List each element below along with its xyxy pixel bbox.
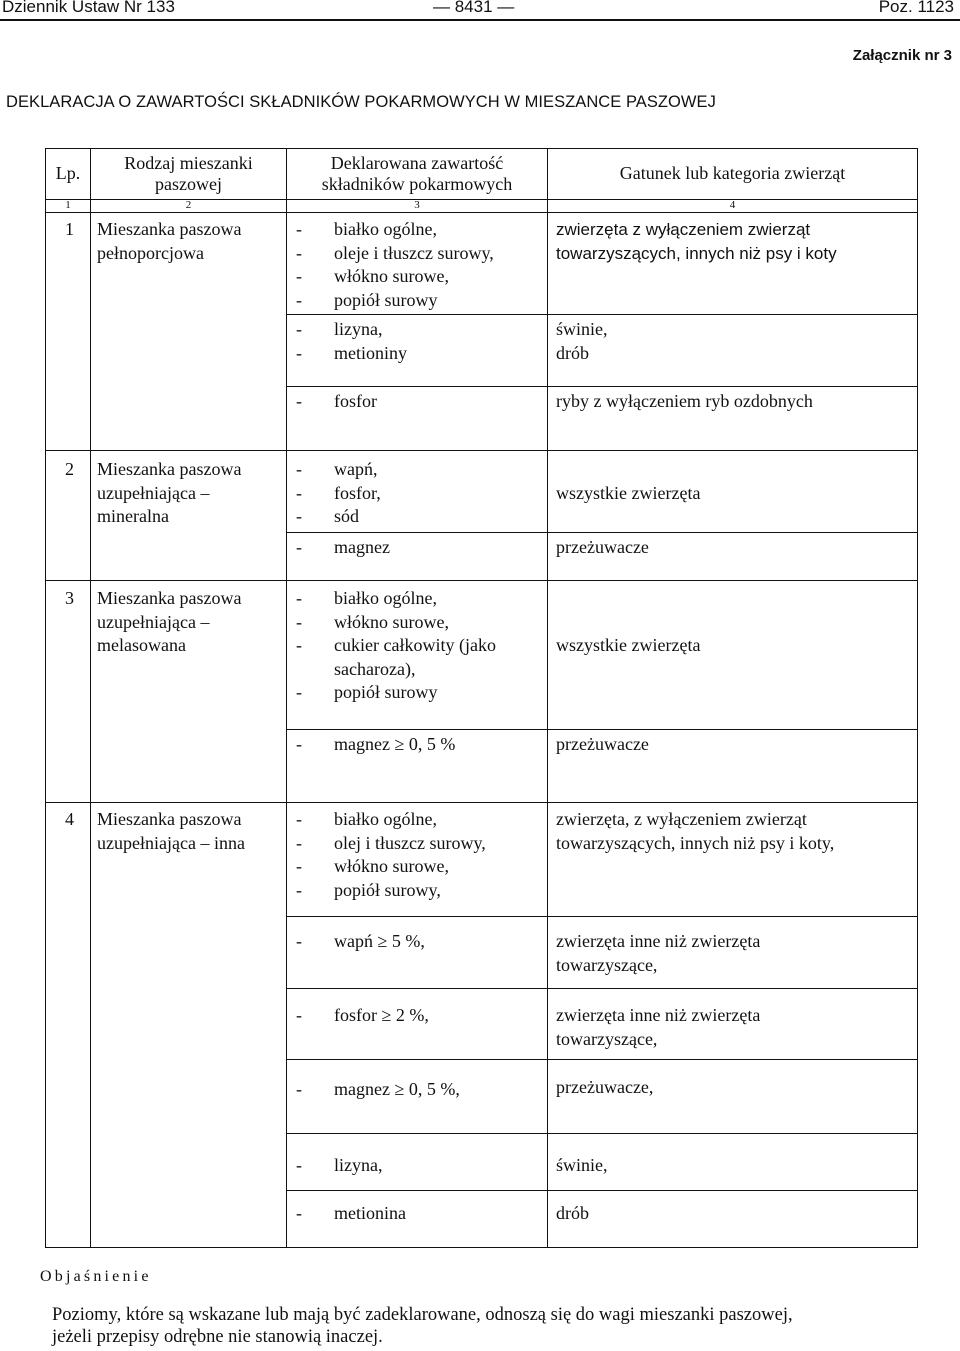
nutrient-list <box>296 218 494 312</box>
row-separator <box>45 802 918 803</box>
group-separator <box>286 988 918 989</box>
species-line: towarzyszące, <box>556 1028 658 1049</box>
species-text <box>556 733 649 757</box>
nutrient-item: - wapń ≥ 5 %, <box>296 931 425 951</box>
nutrient-item: - włókno surowe, <box>296 611 449 632</box>
header-type-line: paszowej <box>155 174 222 194</box>
group-separator <box>286 386 918 387</box>
mixture-type <box>97 218 241 265</box>
group-separator <box>286 1059 918 1060</box>
header-rule <box>0 19 960 21</box>
mixture-type-line: mineralna <box>97 506 169 526</box>
species-text <box>556 318 608 365</box>
nutrient-item: - sód <box>296 506 360 526</box>
nutrient-list <box>296 536 390 560</box>
nutrient-item: - białko ogólne, <box>296 588 437 608</box>
nutrient-item: - metioniny <box>296 342 407 363</box>
mixture-type <box>97 458 241 529</box>
species-line: przeżuwacze, <box>556 1077 654 1097</box>
nutrient-list <box>296 733 455 757</box>
column-line-1 <box>90 148 91 1248</box>
header-lp: Lp. <box>55 163 81 183</box>
species-text <box>556 808 834 855</box>
species-line: przeżuwacze <box>556 734 649 754</box>
row-number: 4 <box>65 809 74 829</box>
species-line: drób <box>556 1203 589 1223</box>
nutrient-list <box>296 1004 429 1028</box>
explanation-title: Objaśnienie <box>40 1268 152 1285</box>
nutrient-list <box>296 1202 406 1226</box>
table-border-left <box>45 148 46 1248</box>
nutrient-item: - olej i tłuszcz surowy, <box>296 832 486 853</box>
species-text <box>556 930 760 977</box>
row-separator <box>45 580 918 581</box>
nutrient-item: - metionina <box>296 1203 406 1223</box>
header-type <box>91 153 286 195</box>
species-line: towarzyszących, innych niż psy i koty, <box>556 832 835 853</box>
mixture-type-line: pełnoporcjowa <box>97 242 204 263</box>
species-text <box>556 634 700 658</box>
row-number: 2 <box>65 459 74 479</box>
header-type-line: Rodzaj mieszanki <box>124 153 253 173</box>
mixture-type <box>97 587 241 658</box>
mixture-type-line: Mieszanka paszowa <box>97 588 242 608</box>
journal-title: Dziennik Ustaw Nr 133 <box>2 0 175 16</box>
mixture-type-line: melasowana <box>97 635 186 655</box>
species-line: ryby z wyłączeniem ryb ozdobnych <box>556 391 813 411</box>
row-number: 3 <box>65 588 74 608</box>
header-declared <box>287 153 547 195</box>
mixture-type-line: Mieszanka paszowa <box>97 219 242 239</box>
nutrient-item: - popiół surowy <box>296 682 438 702</box>
column-number: 2 <box>185 199 192 211</box>
column-number-separator <box>45 212 918 213</box>
nutrient-item: - wapń, <box>296 459 378 479</box>
species-text <box>556 1154 608 1178</box>
page-number: — 8431 — <box>433 0 515 16</box>
explanation-line: Poziomy, które są wskazane lub mają być zadeklarowane, odnoszą się do wagi mieszanki paszowej, <box>52 1305 793 1325</box>
position-number: Poz. 1123 <box>878 0 954 16</box>
nutrient-item: - lizyna, <box>296 319 383 339</box>
nutrient-item: - włókno surowe, <box>296 266 449 286</box>
species-text <box>556 1076 653 1100</box>
species-line: zwierzęta inne niż zwierzęta <box>556 931 761 951</box>
nutrient-list <box>296 587 496 705</box>
group-separator <box>286 916 918 917</box>
nutrient-item: - fosfor <box>296 391 377 411</box>
mixture-type-line: Mieszanka paszowa <box>97 459 242 479</box>
species-line: wszystkie zwierzęta <box>556 483 701 503</box>
header-declared-line: składników pokarmowych <box>321 174 513 194</box>
nutrient-list <box>296 390 377 414</box>
explanation-line: jeżeli przepisy odrębne nie stanowią inaczej. <box>52 1327 383 1347</box>
attachment-label: Załącznik nr 3 <box>852 47 952 64</box>
nutrient-item: - oleje i tłuszcz surowy, <box>296 242 494 263</box>
group-separator <box>286 729 918 730</box>
group-separator <box>286 1133 918 1134</box>
mixture-type-line: Mieszanka paszowa <box>97 809 242 829</box>
group-separator <box>286 532 918 533</box>
species-line: świnie, <box>556 1155 608 1175</box>
nutrient-list <box>296 1154 382 1178</box>
nutrient-list <box>296 808 486 902</box>
species-line: świnie, <box>556 319 608 339</box>
mixture-type-line: uzupełniająca – <box>97 482 210 503</box>
nutrient-item: - popiół surowy <box>296 289 438 310</box>
nutrient-list <box>296 318 407 365</box>
species-line: zwierzęta, z wyłączeniem zwierząt <box>556 809 807 829</box>
mixture-type-line: uzupełniająca – <box>97 611 210 632</box>
column-line-3 <box>547 148 548 1248</box>
nutrient-item: - magnez ≥ 0, 5 %, <box>296 1079 460 1099</box>
column-line-2 <box>286 148 287 1248</box>
species-text <box>556 1202 589 1226</box>
nutrient-item: - lizyna, <box>296 1155 383 1175</box>
nutrient-list <box>296 1078 460 1102</box>
species-line: wszystkie zwierzęta <box>556 635 701 655</box>
nutrient-item: - magnez ≥ 0, 5 % <box>296 734 456 754</box>
species-line: towarzyszących, innych niż psy i koty <box>556 243 837 263</box>
nutrient-item: - fosfor, <box>296 482 381 503</box>
species-text <box>556 536 649 560</box>
table-border-top <box>45 148 918 149</box>
nutrient-item: - włókno surowe, <box>296 856 449 876</box>
document-title: DEKLARACJA O ZAWARTOŚCI SKŁADNIKÓW POKARMOWYCH W MIESZANCE PASZOWEJ <box>6 93 716 111</box>
nutrient-item: - cukier całkowity (jako <box>296 635 496 655</box>
species-text <box>556 1004 760 1051</box>
column-number: 3 <box>414 199 420 211</box>
group-separator <box>286 314 918 315</box>
species-line: przeżuwacze <box>556 537 649 557</box>
explanation-text <box>52 1304 793 1348</box>
table-border-bottom <box>45 1247 918 1248</box>
species-line: towarzyszące, <box>556 954 658 975</box>
mixture-type-line: uzupełniająca – inna <box>97 832 245 853</box>
nutrient-list <box>296 458 381 529</box>
mixture-type <box>97 808 245 855</box>
group-separator <box>286 1190 918 1191</box>
species-line: drób <box>556 342 589 363</box>
nutrient-item: - fosfor ≥ 2 %, <box>296 1005 429 1025</box>
column-number: 4 <box>729 199 736 211</box>
species-text <box>556 218 837 265</box>
row-number: 1 <box>65 219 74 239</box>
species-text <box>556 390 813 414</box>
species-line: zwierzęta inne niż zwierzęta <box>556 1005 761 1025</box>
header-species: Gatunek lub kategoria zwierząt <box>619 163 846 183</box>
nutrient-item: - białko ogólne, <box>296 809 437 829</box>
table-border-right <box>917 148 918 1248</box>
nutrient-item: sacharoza), <box>334 658 416 679</box>
column-number: 1 <box>65 199 71 211</box>
nutrient-item: - magnez <box>296 537 390 557</box>
nutrient-list <box>296 930 425 954</box>
header-declared-line: Deklarowana zawartość <box>330 153 504 173</box>
species-line: zwierzęta z wyłączeniem zwierząt <box>556 220 811 239</box>
nutrient-item: - popiół surowy, <box>296 879 441 900</box>
row-separator <box>45 450 918 451</box>
species-text <box>556 482 700 506</box>
nutrient-item: - białko ogólne, <box>296 219 437 239</box>
